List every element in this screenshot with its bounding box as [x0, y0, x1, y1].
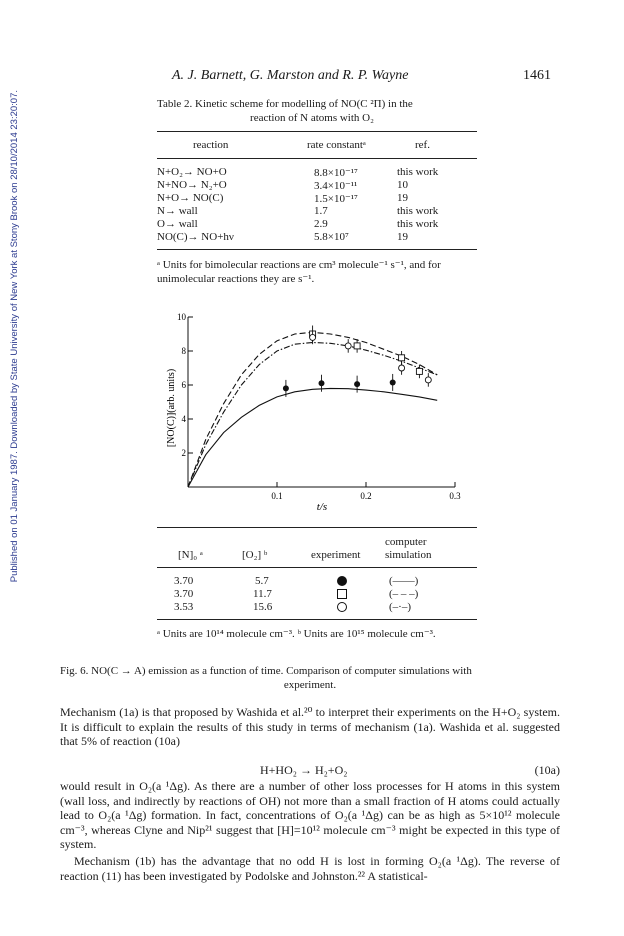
figure6-caption-line1: Fig. 6. NO(C → A) emission as a function of time. Comparison of computer simulations with — [60, 665, 472, 677]
running-authors: A. J. Barnett, G. Marston and R. P. Wayne — [172, 68, 409, 83]
data-point-open-square — [399, 355, 405, 361]
rate-cell: 5.8×10⁷ — [314, 231, 349, 243]
y-tick-label: 6 — [181, 380, 186, 390]
y-axis-label: [NO(C)](arb. units) — [166, 368, 177, 448]
equation-number: (10a) — [534, 763, 560, 777]
table2-caption — [157, 97, 467, 125]
equation-10a — [60, 763, 560, 779]
legend-o2-cell: 15.6 — [253, 601, 273, 613]
chart-axes — [177, 312, 461, 501]
reaction-cell: N+NO→ N₂+O — [157, 179, 227, 191]
table-row — [157, 179, 477, 192]
data-point-filled-circle — [390, 379, 396, 385]
legend-sim-cell: (——) — [389, 575, 419, 587]
table2-header-rule — [157, 158, 477, 159]
legend-header-n0: [N]₀ ᵃ — [178, 549, 203, 561]
table-row — [157, 166, 477, 179]
data-point-filled-circle — [354, 381, 360, 387]
table-row — [157, 192, 477, 205]
x-tick-label: 0.3 — [449, 491, 461, 501]
x-tick-label: 0.2 — [360, 491, 372, 501]
data-point-open-square — [354, 343, 360, 349]
legend-o2-cell: 5.7 — [255, 575, 269, 587]
ref-cell: 10 — [397, 179, 408, 191]
table2-header-rate: rate constantᵃ — [307, 139, 366, 151]
table2-header-reaction: reaction — [193, 139, 229, 151]
table-row — [157, 231, 477, 244]
legend-header-experiment: experiment — [311, 549, 361, 561]
x-axis-label: t/s — [316, 501, 328, 513]
download-watermark-text: Published on 01 January 1987. Downloaded by State University of New York at Stony Brook on 28/10/2014 23:20:07. — [9, 90, 20, 583]
legend-top-rule — [157, 527, 477, 528]
reaction-cell: O→ wall — [157, 218, 198, 230]
open-circle-marker-icon — [337, 602, 347, 614]
open-square-marker-icon — [337, 589, 347, 601]
page-number: 1461 — [523, 68, 551, 83]
table2-footnote: ᵃ Units for bimolecular reactions are cm³ molecule⁻¹ s⁻¹, and for unimolecular reactions they are s⁻¹. — [157, 259, 441, 285]
legend-footnote: ᵃ Units are 10¹⁴ molecule cm⁻³. ᵇ Units are 10¹⁵ molecule cm⁻³. — [157, 628, 436, 640]
data-point-open-circle — [345, 343, 351, 349]
legend-header-o2: [O₂] ᵇ — [242, 549, 268, 561]
rate-cell: 3.4×10⁻¹¹ — [314, 180, 358, 192]
table2-caption-line2: reaction of N atoms with O₂ — [250, 112, 374, 124]
data-point-open-circle — [310, 334, 316, 340]
series-line-solid — [188, 388, 437, 487]
legend-sim-cell: (– – –) — [389, 588, 419, 600]
reaction-cell: N+O→ NO(C) — [157, 192, 224, 204]
series-line-dash-dot — [188, 343, 437, 488]
legend-header-sim-line1: computer — [385, 536, 427, 548]
reaction-cell: NO(C)→ NO+hν — [157, 231, 234, 243]
table2-top-rule — [157, 131, 477, 132]
legend-sim-cell: (–·–) — [389, 601, 411, 613]
legend-n0-cell: 3.53 — [174, 601, 194, 613]
body-paragraph-1: Mechanism (1a) is that proposed by Washida et al.²⁰ to interpret their experiments on the H+O₂ system. It is difficult to explain the results of this study in terms of mechanism (1a). Washida et al. suggested that 5% of reaction (10a) — [60, 705, 560, 749]
equation-text: H+HO₂ → H₂+O₂ — [260, 763, 348, 777]
fig6-chart — [150, 305, 480, 530]
ref-cell: 19 — [397, 192, 408, 204]
figure6-caption-line2: experiment. — [283, 679, 337, 691]
legend-header-sim-line2: simulation — [385, 549, 432, 561]
data-point-open-square — [416, 368, 422, 374]
legend-o2-cell: 11.7 — [253, 588, 272, 600]
x-tick-label: 0.1 — [271, 491, 283, 501]
table2-bottom-rule — [157, 249, 477, 250]
ref-cell: this work — [397, 218, 439, 230]
table-row — [157, 218, 477, 231]
download-watermark — [2, 90, 20, 610]
data-point-filled-circle — [319, 380, 325, 386]
legend-n0-cell: 3.70 — [174, 575, 194, 587]
ref-cell: 19 — [397, 231, 408, 243]
rate-cell: 1.5×10⁻¹⁷ — [314, 193, 358, 205]
data-point-open-circle — [425, 377, 431, 383]
data-point-filled-circle — [283, 385, 289, 391]
table2-header-ref: ref. — [415, 139, 430, 151]
rate-cell: 8.8×10⁻¹⁷ — [314, 167, 358, 179]
figure6-caption — [60, 664, 560, 692]
legend-bottom-rule — [157, 619, 477, 620]
rate-cell: 2.9 — [314, 218, 328, 230]
body-paragraph-3: Mechanism (1b) has the advantage that no odd H is lost in forming O₂(a ¹Δg). The reverse of reaction (11) has been investigated by Podolske and Johnston.²² A statistical- — [60, 854, 560, 883]
y-tick-label: 2 — [181, 448, 186, 458]
filled-circle-marker-icon — [337, 576, 347, 588]
body-paragraph-2: would result in O₂(a ¹Δg). As there are a number of other loss processes for H atoms in this system (wall loss, and indirectly by reactions of OH) not more than a small fraction of H atoms could actually lead to O₂(a ¹Δg) formation. In fact, concentrations of O₂(a ¹Δg) can be as high as 5×10¹² molecule cm⁻³, whereas Clyne and Nip²¹ suggest that [H]=10¹² molecule cm⁻³ might be expected in this type of system. — [60, 779, 560, 852]
chart-points — [283, 326, 431, 397]
table-row — [157, 205, 477, 218]
table2-caption-line1: Table 2. Kinetic scheme for modelling of NO(C ²Π) in the — [157, 98, 413, 110]
data-point-open-circle — [399, 365, 405, 371]
ref-cell: this work — [397, 205, 439, 217]
rate-cell: 1.7 — [314, 205, 328, 217]
y-tick-label: 8 — [181, 346, 186, 356]
y-tick-label: 4 — [181, 414, 186, 424]
ref-cell: this work — [397, 166, 439, 178]
reaction-cell: N+O₂→ NO+O — [157, 166, 227, 178]
legend-n0-cell: 3.70 — [174, 588, 194, 600]
y-tick-label: 10 — [177, 312, 186, 322]
legend-header-rule — [157, 567, 477, 568]
reaction-cell: N→ wall — [157, 205, 198, 217]
